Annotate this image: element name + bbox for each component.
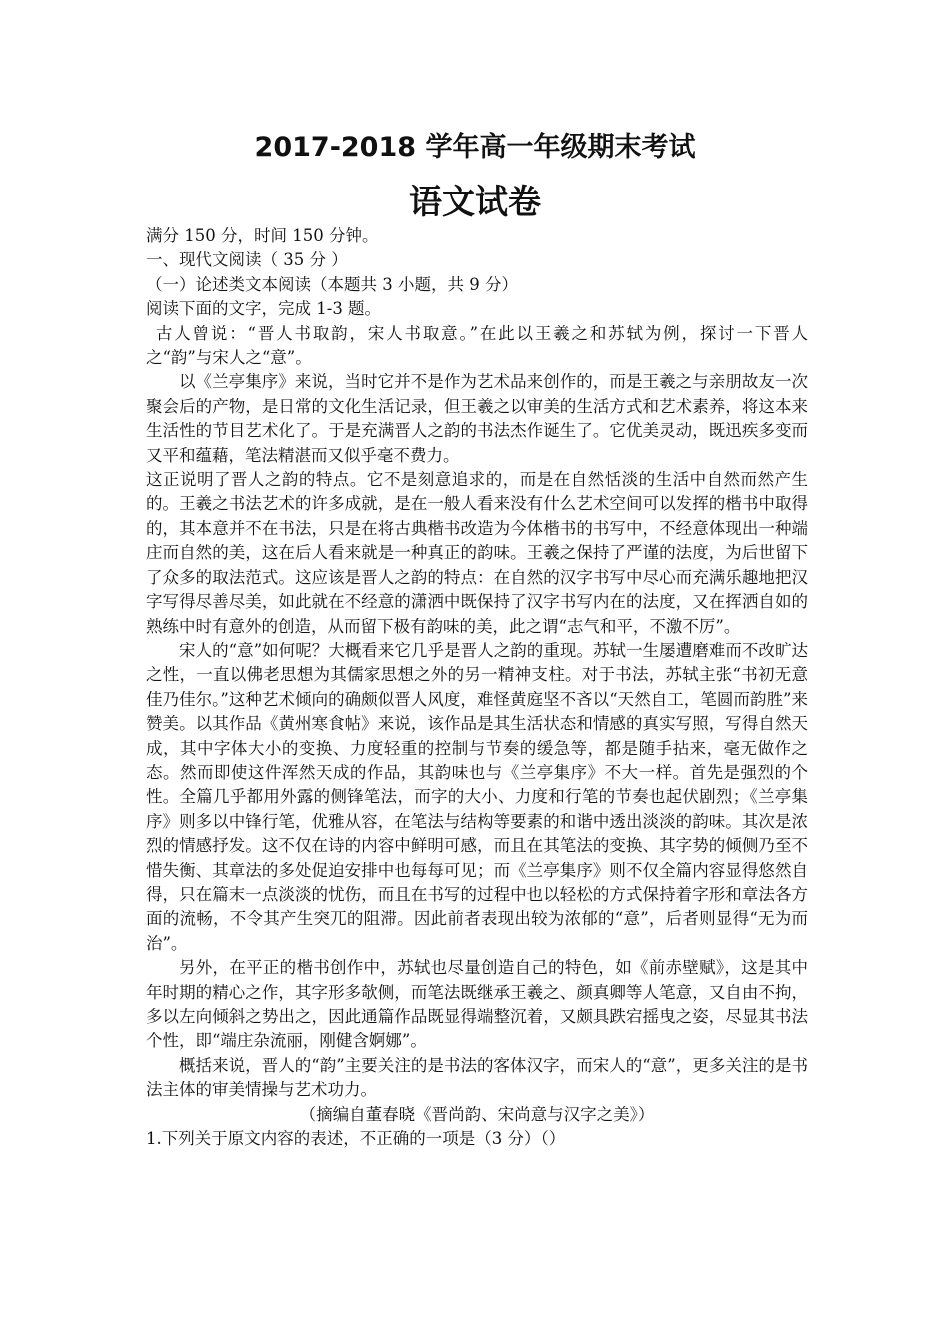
subsection-heading: （一）论述类文本阅读（本题共 3 小题，共 9 分）	[146, 274, 518, 294]
section-heading: 一、现代文阅读（ 35 分 ）	[146, 250, 348, 270]
document-body	[146, 224, 808, 1151]
exam-title: 2017-2018 学年高一年级期末考试	[254, 132, 696, 163]
paragraph-song-yi: 宋人的“意”如何呢？大概看来它几乎是晋人之韵的重现。苏轼一生屡遭磨难而不改旷达之性，一直以佛老思想为其儒家思想之外的另一精神支柱。对于书法，苏轼主张“书初无意佳乃佳尔。”这种艺术倾向的确颇似晋人风度，难怪黄庭坚不吝以“天然自工，笔圆而韵胜”来赞美。以其作品《黄州寒食帖》来说，该作品是其生活状态和情感的真实写照，写得自然天成，其中字体大小的变换、力度轻重的控制与节奏的缓急等，都是随手拈来，毫无做作之态。然而即使这件浑然天成的作品，其韵味也与《兰亭集序》不大一样。首先是强烈的个性。全篇几乎都用外露的侧锋笔法，而字的大小、力度和行笔的节奏也起伏剧烈；《兰亭集序》则多以中锋行笔，优雅从容，在笔法与结构等要素的和谐中透出淡淡的韵味。其次是浓烈的情感抒发。这不仅在诗的内容中鲜明可感，而且在其笔法的变换、其字势的倾侧乃至不惜失衡、其章法的多处促迫安排中也每每可见；而《兰亭集序》则不仅全篇内容显得悠然自得，只在篇末一点淡淡的忧伤，而且在书写的过程中也以轻松的方式保持着字形和章法各方面的流畅，不令其产生突兀的阻滞。因此前者表现出较为浓郁的“意”，后者则显得“无为而治”。	[146, 640, 808, 953]
question-1: 1.下列关于原文内容的表述，不正确的一项是（3 分）（）	[146, 1129, 566, 1149]
paragraph-summary: 概括来说，晋人的“韵”主要关注的是书法的客体汉字，而宋人的“意”，更多关注的是书法主体的审美情操与艺术功力。	[146, 1055, 808, 1100]
paragraph-lanting: 以《兰亭集序》来说，当时它并不是作为艺术品来创作的，而是王羲之与亲朋故友一次聚会后的产物，是日常的文化生活记录，但王羲之以审美的生活方式和艺术素养，将这本来生活性的节目艺术化了。于是充满晋人之韵的书法杰作诞生了。它优美灵动，既迅疾多变而又平和蕴藉，笔法精湛而又似乎毫不费力。	[146, 372, 808, 465]
reading-instruction: 阅读下面的文字，完成 1-3 题。	[146, 299, 382, 319]
paragraph-chibi: 另外，在平正的楷书创作中，苏轼也尽量创造自己的特色，如《前赤壁赋》，这是其中年时期的精心之作，其字形多欹侧，而笔法既继承王羲之、颜真卿等人笔意，又自由不拘，多以左向倾斜之势出之，因此通篇作品既显得端整沉着，又颇具跌宕摇曳之姿，尽显其书法个性，即“端庄杂流丽，刚健含婀娜”。	[146, 958, 808, 1051]
paper-title: 语文试卷	[409, 182, 541, 221]
source-citation: （摘编自董春晓《晋尚韵、宋尚意与汉字之美》）	[299, 1104, 655, 1124]
score-time-note: 满分 150 分，时间 150 分钟。	[146, 226, 379, 245]
paragraph-jin-yun: 这正说明了晋人之韵的特点。它不是刻意追求的，而是在自然恬淡的生活中自然而然产生的。王羲之书法艺术的许多成就，是在一般人看来没有什么艺术空间可以发挥的楷书中取得的，其本意并不在书法，只是在将古典楷书改造为今体楷书的书写中，不经意体现出一种端庄而自然的美，这在后人看来就是一种真正的韵味。王羲之保持了严谨的法度，为后世留下了众多的取法范式。这应该是晋人之韵的特点：在自然的汉字书写中尽心而充满乐趣地把汉字写得尽善尽美，如此就在不经意的潇洒中既保持了汉字书写内在的法度，又在挥洒自如的熟练中时有意外的创造，从而留下极有韵味的美，此之谓“志气和平，不激不厉”。	[146, 470, 808, 636]
paragraph-intro: 古人曾说：“晋人书取韵，宋人书取意。”在此以王羲之和苏轼为例，探讨一下晋人之“韵”与宋人之“意”。	[146, 323, 808, 368]
